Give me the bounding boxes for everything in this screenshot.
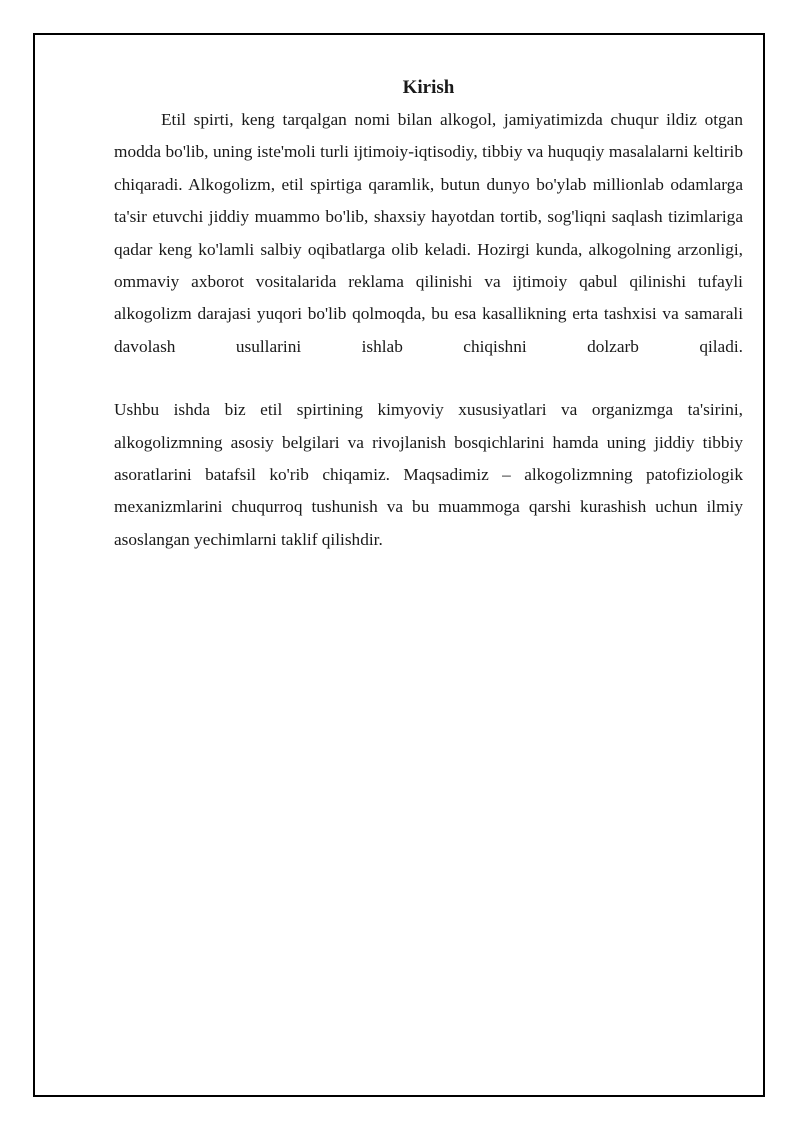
paragraph-intro: Etil spirti, keng tarqalgan nomi bilan alkogol, jamiyatimizda chuqur ildiz otgan modda bo'lib, uning iste'moli turli ijtimoiy-iqtisodiy, tibbiy va huquqiy masalalarni keltirib chiqaradi. Alkogolizm, etil spirtiga qaramlik, butun dunyo bo'ylab millionlab odamlarga ta'sir etuvchi jiddiy muammo bo'lib, shaxsiy hayotdan tortib, sog'liqni saqlash tizimlariga qadar keng ko'lamli salbiy oqibatlarga olib keladi. Hozirgi kunda, alkogolning arzonligi, ommaviy axborot vositalarida reklama qilinishi va ijtimoiy qabul qilinishi tufayli alkogolizm darajasi yuqori bo'lib qolmoqda, bu esa kasallikning erta tashxisi va samarali davolash usullarini ishlab chiqishni dolzarb qiladi. <box>114 110 743 356</box>
paragraph-aim: Ushbu ishda biz etil spirtining kimyoviy xususiyatlari va organizmga ta'sirini, alkogolizmning asosiy belgilari va rivojlanish bosqichlarini hamda uning jiddiy tibbiy asoratlarini batafsil ko'rib chiqamiz. Maqsadimiz – alkogolizmning patofiziologik mexanizmlarini chuqurroq tushunish va bu muammoga qarshi kurashish uchun ilmiy asoslangan yechimlarni taklif qilishdir. <box>114 400 743 549</box>
document-body <box>114 74 743 556</box>
document-title: Kirish <box>402 77 455 98</box>
